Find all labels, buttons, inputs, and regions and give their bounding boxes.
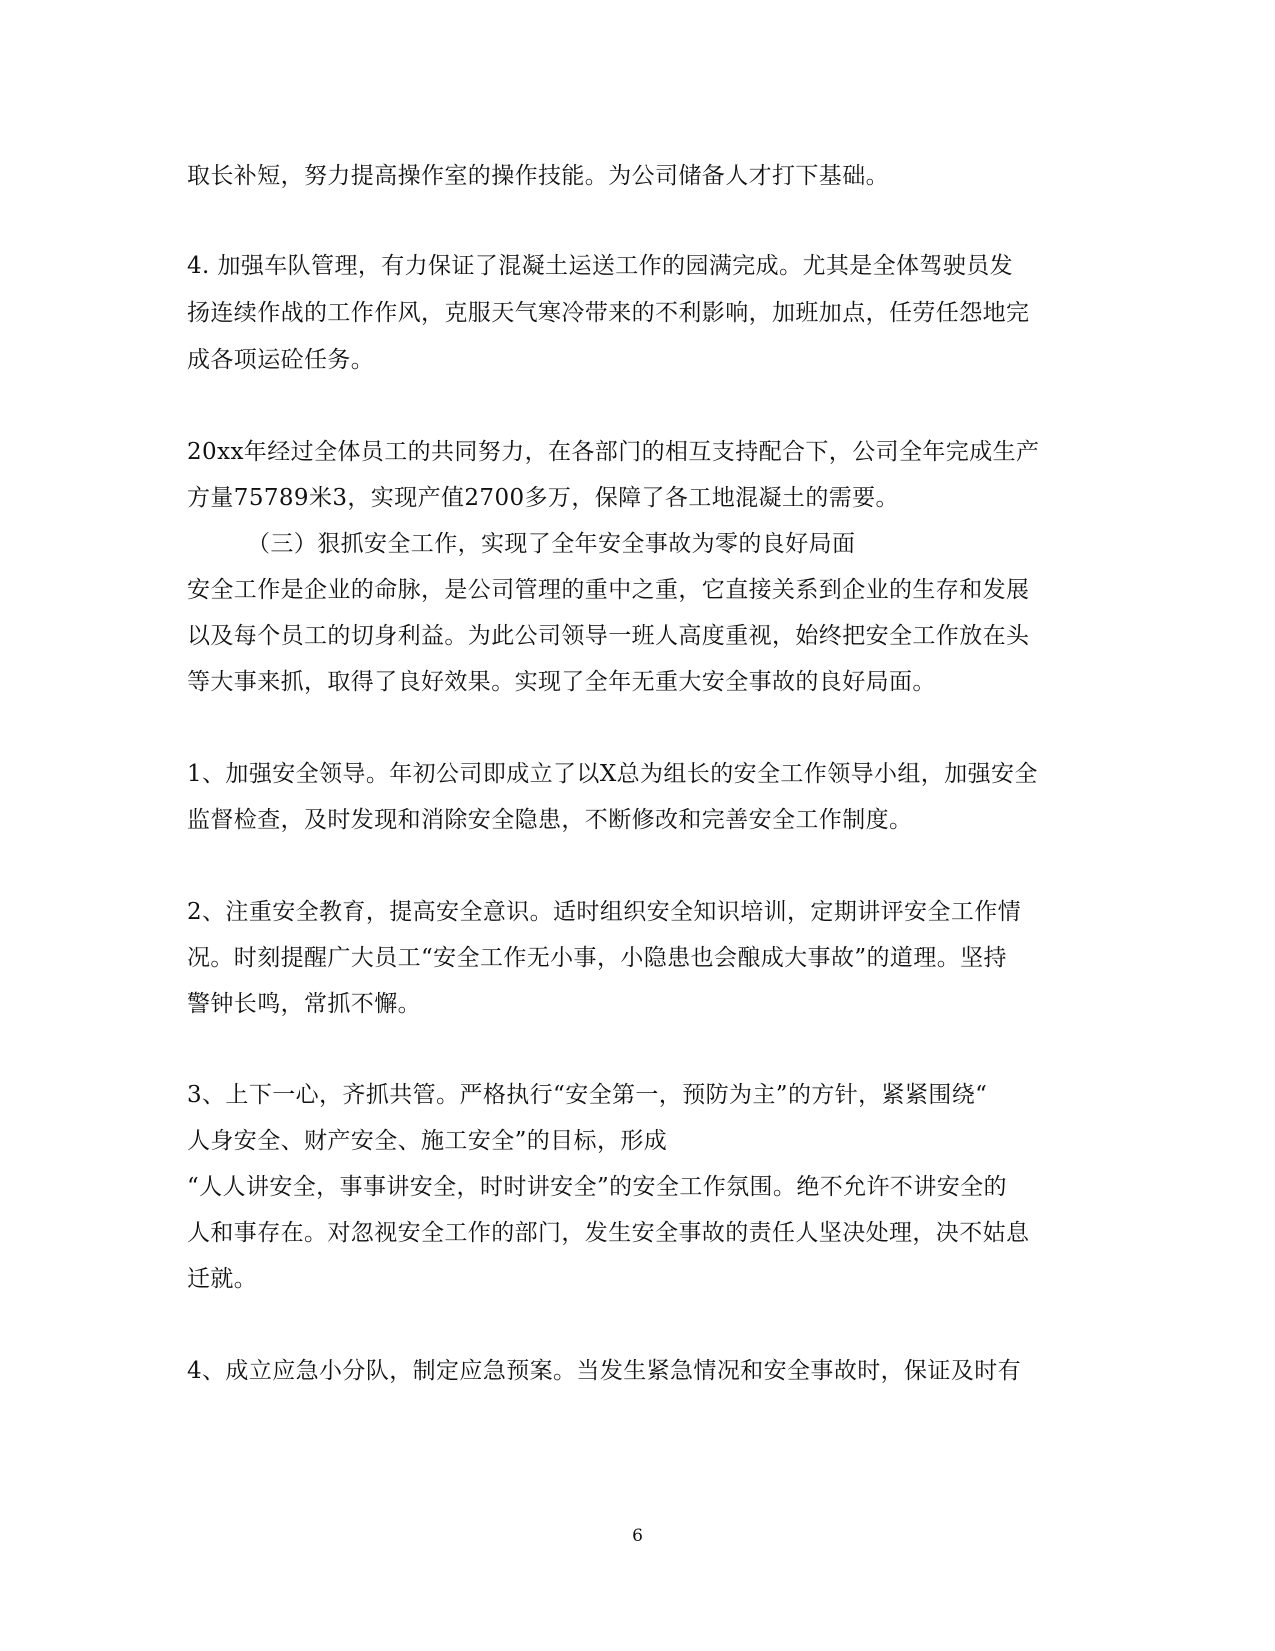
text-line: 3、上下一心，齐抓共管。严格执行“安全第一，预防为主”的方针，紧紧围绕“ bbox=[187, 1082, 988, 1108]
text-line: 扬连续作战的工作作风，克服天气寒冷带来的不利影响，加班加点，任劳任怨地完 bbox=[187, 300, 1030, 326]
text-line: 20xx年经过全体员工的共同努力，在各部门的相互支持配合下，公司全年完成生产 bbox=[187, 439, 1040, 465]
text-line: 人和事存在。对忽视安全工作的部门，发生安全事故的责任人坚决处理，决不姑息 bbox=[187, 1220, 1030, 1246]
text-line: 1、加强安全领导。年初公司即成立了以X总为组长的安全工作领导小组，加强安全 bbox=[187, 761, 1038, 787]
text-line: 方量75789米3，实现产值2700多万，保障了各工地混凝土的需要。 bbox=[187, 485, 899, 511]
text-line: 迁就。 bbox=[187, 1266, 258, 1292]
section-heading: （三）狠抓安全工作，实现了全年安全事故为零的良好局面 bbox=[247, 531, 856, 557]
text-line: 取长补短，努力提高操作室的操作技能。为公司储备人才打下基础。 bbox=[187, 163, 889, 189]
text-line: 2、注重安全教育，提高安全意识。适时组织安全知识培训，定期讲评安全工作情 bbox=[187, 899, 1022, 925]
text-line: 等大事来抓，取得了良好效果。实现了全年无重大安全事故的良好局面。 bbox=[187, 669, 936, 695]
text-line: 成各项运砼任务。 bbox=[187, 347, 375, 373]
text-line: 4. 加强车队管理，有力保证了混凝土运送工作的园满完成。尤其是全体驾驶员发 bbox=[187, 253, 1014, 279]
text-line: 安全工作是企业的命脉，是公司管理的重中之重，它直接关系到企业的生存和发展 bbox=[187, 577, 1030, 603]
text-line: 况。时刻提醒广大员工“安全工作无小事，小隐患也会酿成大事故”的道理。坚持 bbox=[187, 945, 1007, 971]
page-number: 6 bbox=[632, 1526, 643, 1546]
text-line: 监督检查，及时发现和消除安全隐患，不断修改和完善安全工作制度。 bbox=[187, 807, 913, 833]
text-line: 人身安全、财产安全、施工安全”的目标，形成 bbox=[187, 1128, 668, 1154]
text-line: 警钟长鸣，常抓不懈。 bbox=[187, 991, 421, 1017]
text-line: “人人讲安全，事事讲安全，时时讲安全”的安全工作氛围。绝不允许不讲安全的 bbox=[187, 1174, 1007, 1200]
text-line: 4、成立应急小分队，制定应急预案。当发生紧急情况和安全事故时，保证及时有 bbox=[187, 1358, 1022, 1384]
text-line: 以及每个员工的切身利益。为此公司领导一班人高度重视，始终把安全工作放在头 bbox=[187, 623, 1030, 649]
